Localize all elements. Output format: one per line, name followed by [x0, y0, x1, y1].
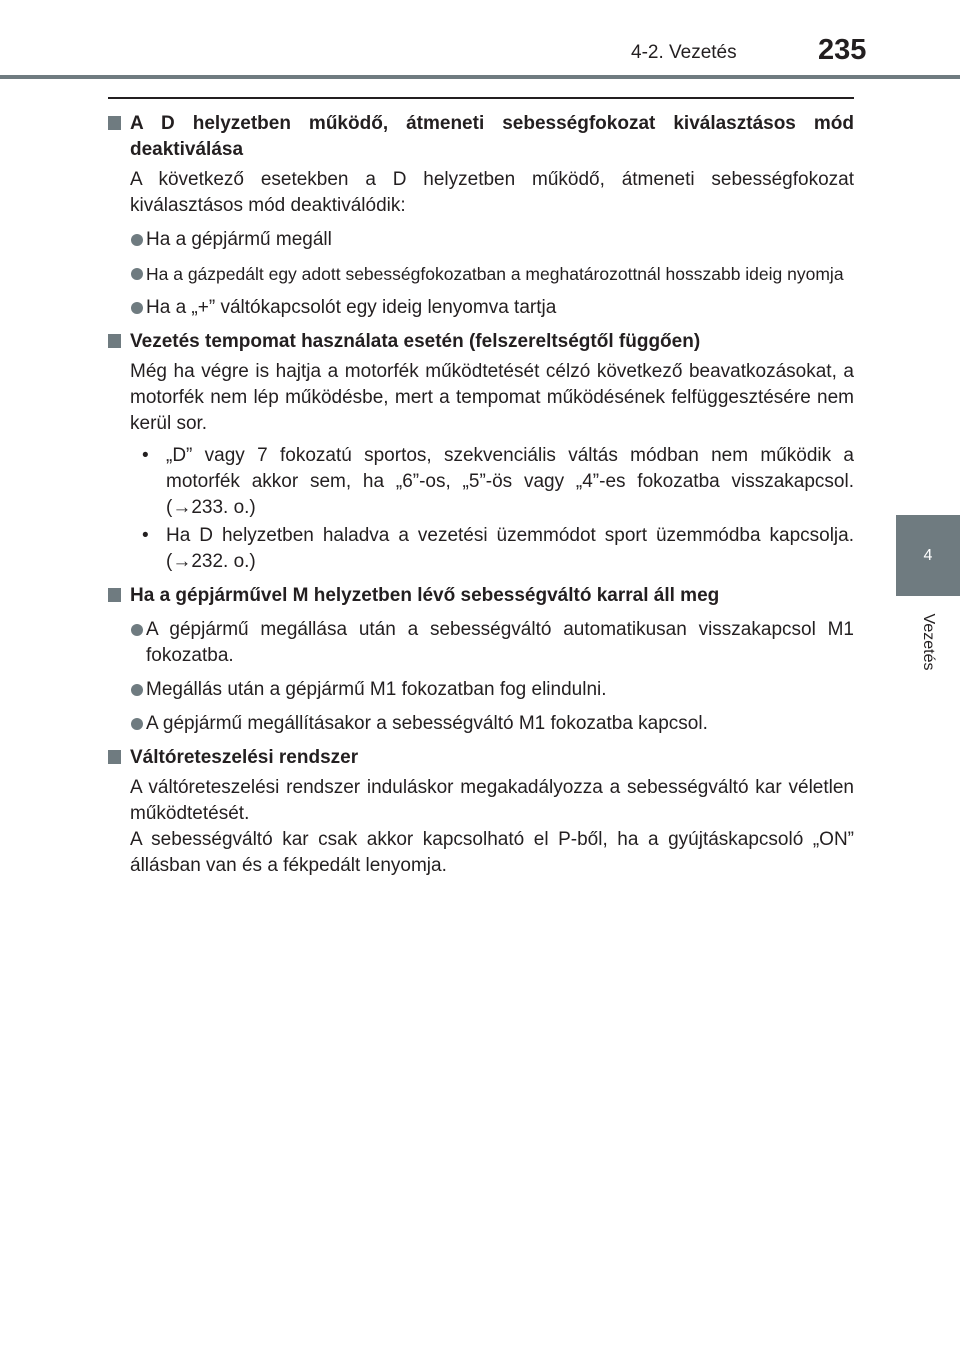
- bullet-dot-icon: [130, 227, 146, 253]
- section-heading: [108, 745, 854, 771]
- list-item: [108, 261, 854, 287]
- section-heading: [108, 329, 854, 355]
- list-item-text: Ha a gázpedált egy adott sebességfokozatban a meghatározottnál hosszabb ideig nyomja: [146, 264, 844, 284]
- section-title: A D helyzetben működő, átmeneti sebességfokozat kiválasztásos mód deaktiválása: [130, 113, 854, 160]
- page-body: [108, 105, 854, 879]
- section-heading: [108, 111, 854, 163]
- section-square-icon: [108, 116, 130, 130]
- list-item-text: Ha a „+” váltókapcsolót egy ideig lenyomva tartja: [146, 297, 557, 318]
- sub-bullet-icon: •: [142, 445, 149, 466]
- list-item-text: Megállás után a gépjármű M1 fokozatban fog elindulni.: [146, 679, 607, 700]
- sub-bullet-icon: •: [142, 525, 149, 546]
- section-paragraph: Még ha végre is hajtja a motorfék működtetését célzó következő beavatkozásokat, a motorfék nem lép működésbe, mert a tempomat működésének felfüggesztésére nem kerül sor.: [130, 361, 854, 434]
- section-title: Ha a gépjárművel M helyzetben lévő sebességváltó karral áll meg: [130, 585, 720, 606]
- chapter-tab: 4: [896, 515, 960, 596]
- running-header-section: 4-2. Vezetés: [631, 42, 737, 63]
- list-item: [108, 617, 854, 669]
- bullet-dot-icon: [130, 677, 146, 703]
- chapter-label: [896, 596, 960, 688]
- list-item: [108, 295, 854, 321]
- section-paragraph: A következő esetekben a D helyzetben működő, átmeneti sebességfokozat kiválasztásos mód deaktiválódik:: [130, 169, 854, 216]
- list-item: [108, 227, 854, 253]
- section-square-icon: [108, 588, 130, 602]
- bullet-dot-icon: [130, 295, 146, 321]
- sub-list-item: [108, 523, 854, 575]
- bullet-dot-icon: [130, 617, 146, 643]
- sub-list-item: [108, 443, 854, 521]
- header-rule: [0, 75, 960, 79]
- content-top-rule: [108, 97, 854, 99]
- list-item-text: Ha a gépjármű megáll: [146, 229, 332, 250]
- sub-list-item-text: Ha D helyzetben haladva a vezetési üzemmódot sport üzemmódba kapcsolja. (→232. o.): [166, 525, 854, 572]
- page-number: 235: [818, 34, 867, 66]
- chapter-label-text: Vezetés: [920, 613, 937, 671]
- list-item: [108, 677, 854, 703]
- list-item: [108, 711, 854, 737]
- section-title: Vezetés tempomat használata esetén (felszereltségtől függően): [130, 331, 701, 352]
- bullet-dot-icon: [130, 711, 146, 737]
- section-heading: [108, 583, 854, 609]
- list-item-text: A gépjármű megállításakor a sebességváltó M1 fokozatba kapcsol.: [146, 713, 708, 734]
- section-square-icon: [108, 750, 130, 764]
- section-title: Váltóreteszelési rendszer: [130, 747, 359, 768]
- bullet-dot-icon: [130, 261, 146, 287]
- section-square-icon: [108, 334, 130, 348]
- section-paragraph: A váltóreteszelési rendszer induláskor megakadályozza a sebességváltó kar véletlen működtetését. A sebességváltó kar csak akkor kapcsolható el P-ből, ha a gyújtáskapcsoló „ON” állásban van és a fékpedált lenyomja.: [130, 777, 854, 876]
- sub-list-item-text: „D” vagy 7 fokozatú sportos, szekvenciális váltás módban nem működik a motorfék akkor sem, ha „6”-os, „5”-ös vagy „4”-es fokozatba visszakapcsol. (→233. o.): [166, 445, 854, 518]
- list-item-text: A gépjármű megállása után a sebességváltó automatikusan visszakapcsol M1 fokozatba.: [146, 619, 854, 666]
